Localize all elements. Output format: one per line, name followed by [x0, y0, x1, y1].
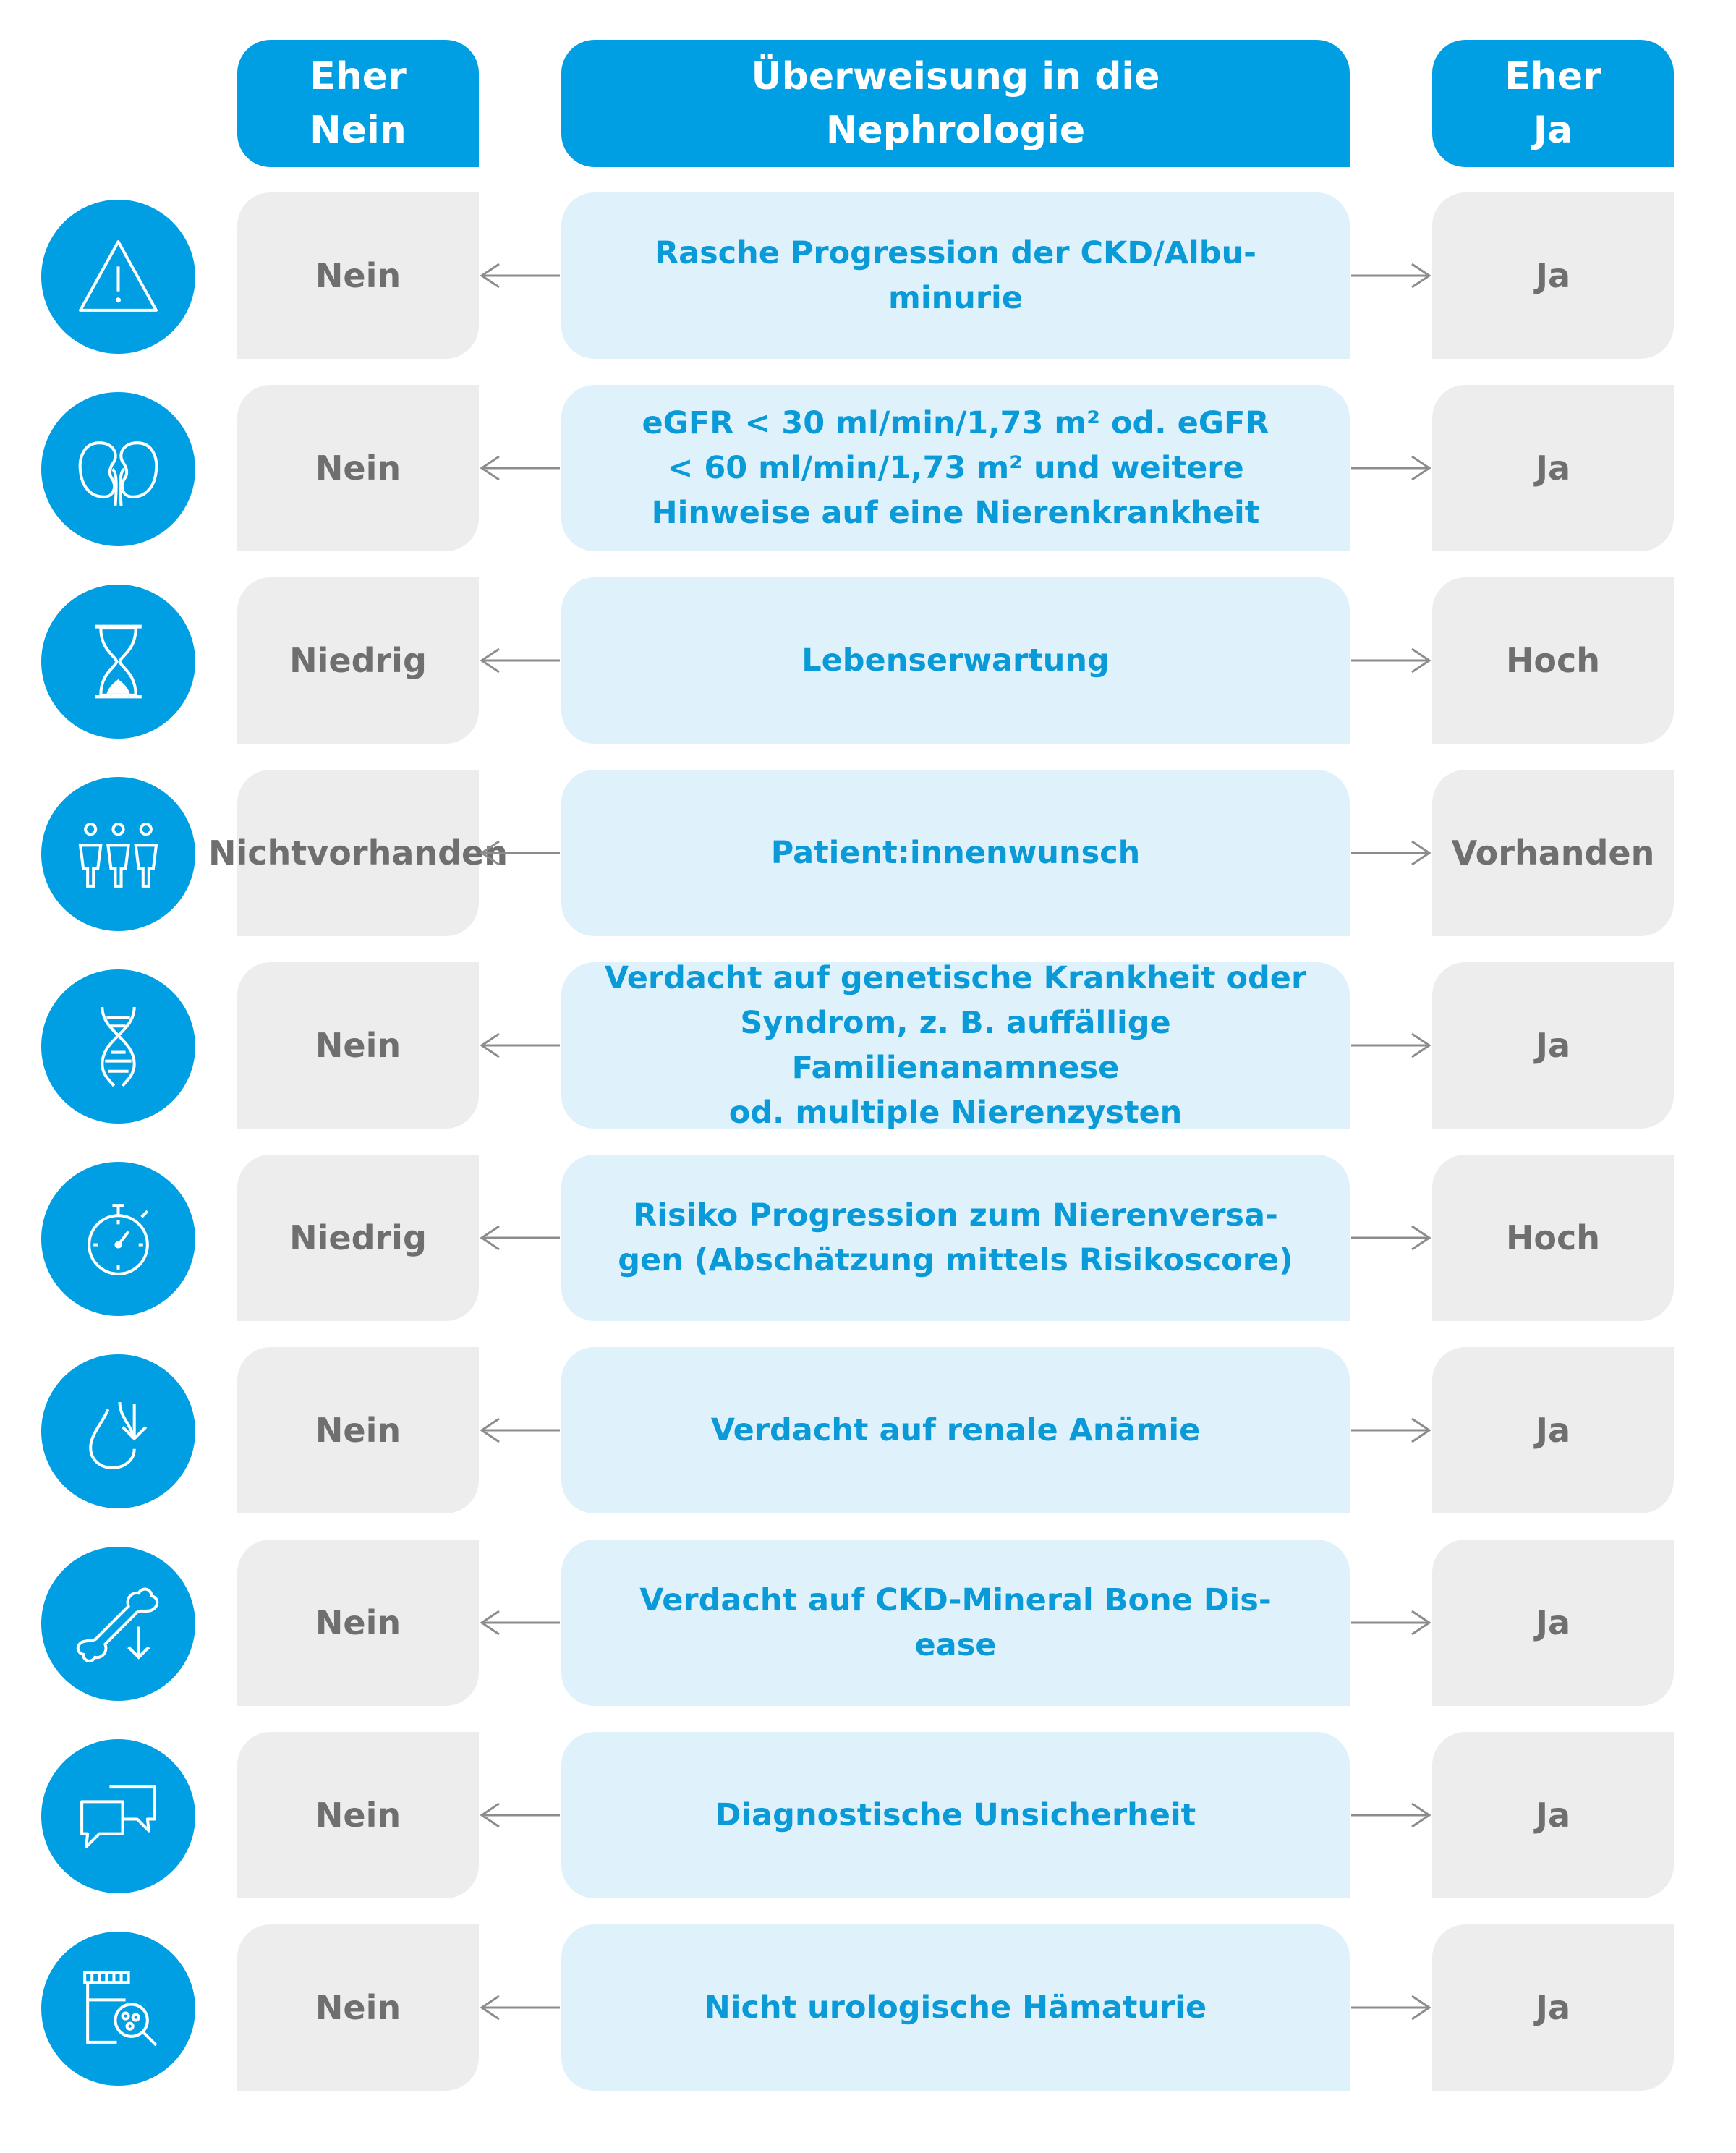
header-center-line: Überweisung in die — [751, 55, 1160, 98]
criterion-row — [0, 1924, 1736, 2091]
answer-left — [208, 770, 508, 936]
criterion-box — [561, 1924, 1350, 2091]
blood-drop-down-icon — [41, 1354, 195, 1508]
arrow-left-icon — [479, 1031, 561, 1060]
bone-down-icon — [41, 1547, 195, 1701]
arrow-left-icon — [479, 1608, 561, 1637]
arrow-right-icon — [1350, 838, 1432, 867]
criterion-box — [561, 577, 1350, 744]
criterion-row — [0, 770, 1736, 936]
people-icon — [41, 777, 195, 931]
answer-left — [237, 577, 479, 744]
answer-left-text: Niedrig — [289, 1218, 427, 1257]
criterion-box — [561, 1540, 1350, 1706]
answer-right-text: Ja — [1535, 1603, 1571, 1642]
answer-left-text: Nein — [315, 1988, 401, 2027]
criterion-box — [561, 770, 1350, 936]
answer-left-text: Nein — [315, 1411, 401, 1450]
arrow-left-icon — [479, 1993, 561, 2022]
arrow-right-icon — [1350, 454, 1432, 483]
criterion-text: eGFR < 30 ml/min/1,73 m² od. eGFR — [642, 405, 1269, 441]
stopwatch-icon — [41, 1162, 195, 1316]
answer-left-text: Niedrig — [289, 641, 427, 680]
arrow-left-icon — [479, 838, 561, 867]
header-ueberweisung — [561, 40, 1350, 167]
answer-left — [237, 1732, 479, 1898]
header-right-line: Ja — [1533, 109, 1573, 152]
criterion-text: Risiko Progression zum Nierenversa- — [633, 1197, 1278, 1233]
arrow-left-icon — [479, 454, 561, 483]
arrow-left-icon — [479, 1416, 561, 1445]
criterion-row — [0, 1540, 1736, 1706]
criterion-text: Patient:innenwunsch — [770, 835, 1141, 871]
answer-right-text: Ja — [1535, 1988, 1571, 2027]
answer-right — [1432, 385, 1674, 551]
criterion-row — [0, 385, 1736, 551]
header-eher-nein — [237, 40, 479, 167]
criterion-text: gen (Abschätzung mittels Risikoscore) — [618, 1242, 1293, 1278]
answer-left-text: Nein — [315, 1603, 401, 1642]
criterion-text: Nicht urologische Hämaturie — [704, 1989, 1207, 2026]
answer-left — [237, 385, 479, 551]
criterion-text: Syndrom, z. B. auffällige Familienanamnese — [740, 1005, 1171, 1086]
criterion-text: od. multiple Nierenzysten — [728, 1095, 1183, 1131]
arrow-right-icon — [1350, 1223, 1432, 1252]
criterion-text: Rasche Progression der CKD/Albu- — [654, 235, 1257, 271]
arrow-right-icon — [1350, 646, 1432, 675]
answer-left — [237, 1924, 479, 2091]
urine-sample-magnifier-icon — [41, 1932, 195, 2086]
answer-left — [237, 1155, 479, 1321]
criterion-row — [0, 192, 1736, 359]
criterion-box — [561, 1347, 1350, 1513]
answer-left-text: Nicht — [208, 833, 307, 872]
header-left-line: Nein — [310, 109, 407, 152]
answer-right-text: Ja — [1535, 449, 1571, 488]
criterion-text: Hinweise auf eine Nierenkrankheit — [651, 495, 1260, 531]
criterion-text: Diagnostische Unsicherheit — [715, 1797, 1196, 1833]
warning-triangle-icon — [41, 200, 195, 354]
header-left-line: Eher — [310, 55, 407, 98]
answer-right — [1432, 962, 1674, 1129]
arrow-left-icon — [479, 1801, 561, 1830]
criterion-text: ease — [914, 1627, 997, 1663]
answer-left — [237, 192, 479, 359]
header-right-line: Eher — [1505, 55, 1601, 98]
answer-right-text: Vorhanden — [1451, 833, 1655, 872]
criterion-row — [0, 962, 1736, 1129]
answer-left — [237, 962, 479, 1129]
header-center-line: Nephrologie — [825, 109, 1086, 152]
answer-right — [1432, 770, 1674, 936]
criterion-row — [0, 1732, 1736, 1898]
answer-left-text: vorhanden — [307, 833, 508, 872]
answer-right — [1432, 192, 1674, 359]
answer-left — [237, 1540, 479, 1706]
header-eher-ja — [1432, 40, 1674, 167]
criterion-text: Verdacht auf CKD-Mineral Bone Dis- — [639, 1582, 1272, 1618]
arrow-right-icon — [1350, 1416, 1432, 1445]
answer-right — [1432, 1155, 1674, 1321]
criterion-row — [0, 577, 1736, 744]
criterion-box — [561, 1155, 1350, 1321]
speech-bubbles-icon — [41, 1739, 195, 1893]
answer-left — [237, 1347, 479, 1513]
arrow-left-icon — [479, 261, 561, 290]
criterion-text: < 60 ml/min/1,73 m² und weitere — [667, 450, 1244, 486]
arrow-left-icon — [479, 646, 561, 675]
criterion-text: Verdacht auf renale Anämie — [710, 1412, 1201, 1448]
answer-right-text: Ja — [1535, 1796, 1571, 1835]
answer-right — [1432, 1347, 1674, 1513]
criterion-box — [561, 962, 1350, 1129]
arrow-right-icon — [1350, 1993, 1432, 2022]
answer-left-text: Nein — [315, 256, 401, 295]
arrow-right-icon — [1350, 261, 1432, 290]
arrow-left-icon — [479, 1223, 561, 1252]
answer-right — [1432, 1924, 1674, 2091]
criterion-box — [561, 385, 1350, 551]
criterion-text: Verdacht auf genetische Krankheit oder — [604, 960, 1307, 996]
criterion-row — [0, 1155, 1736, 1321]
hourglass-icon — [41, 585, 195, 739]
criterion-box — [561, 1732, 1350, 1898]
answer-left-text: Nein — [315, 1796, 401, 1835]
answer-right — [1432, 1540, 1674, 1706]
answer-right-text: Hoch — [1505, 1218, 1601, 1257]
criterion-text: Lebenserwartung — [801, 642, 1110, 679]
criterion-row — [0, 1347, 1736, 1513]
criterion-box — [561, 192, 1350, 359]
dna-icon — [41, 969, 195, 1124]
answer-left-text: Nein — [315, 1026, 401, 1065]
arrow-right-icon — [1350, 1031, 1432, 1060]
kidneys-icon — [41, 392, 195, 546]
answer-right-text: Hoch — [1505, 641, 1601, 680]
criterion-text: minurie — [888, 280, 1023, 316]
answer-right — [1432, 1732, 1674, 1898]
answer-right-text: Ja — [1535, 256, 1571, 295]
arrow-right-icon — [1350, 1608, 1432, 1637]
answer-right-text: Ja — [1535, 1026, 1571, 1065]
answer-right-text: Ja — [1535, 1411, 1571, 1450]
arrow-right-icon — [1350, 1801, 1432, 1830]
answer-right — [1432, 577, 1674, 744]
answer-left-text: Nein — [315, 449, 401, 488]
